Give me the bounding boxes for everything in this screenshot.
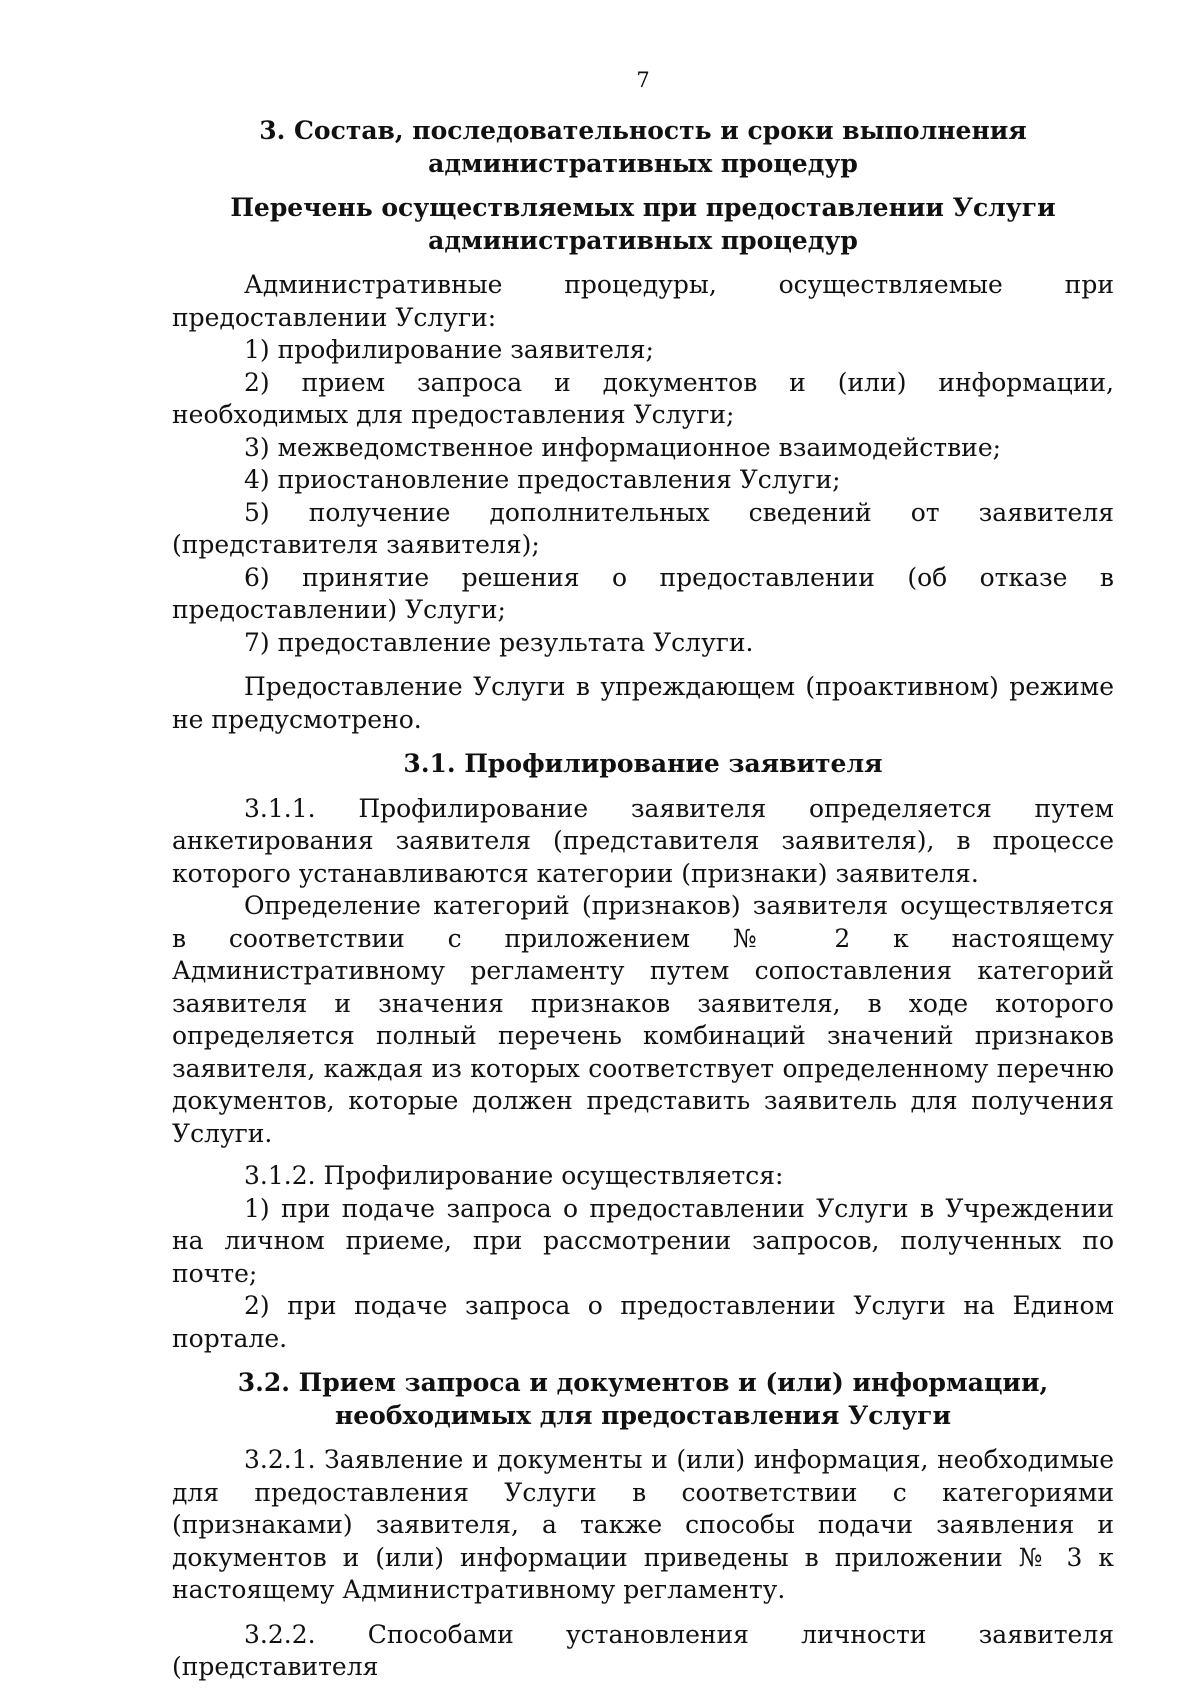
section-3-2-1-paragraph: 3.2.1. Заявление и документы и (или) информация, необходимые для предоставления Услуги в соответствии с категориями (признаками) заявителя, а также способы подачи заявления и документов и (или) информации приведены в приложении № 3 к настоящему Административному регламенту. xyxy=(172,1445,1114,1604)
procedure-item-2: 2) прием запроса и документов и (или) информации, необходимых для предоставления Услуги; xyxy=(172,367,1114,429)
section-3-heading: 3. Состав, последовательность и сроки выполнения административных процедур xyxy=(259,116,1027,178)
procedure-item-7: 7) предоставление результата Услуги. xyxy=(244,627,754,657)
procedure-item-4: 4) приостановление предоставления Услуги; xyxy=(244,465,841,494)
section-3-2-2-paragraph: 3.2.2. Способами установления личности заявителя (представителя xyxy=(172,1619,1114,1681)
proactive-mode-note: Предоставление Услуги в упреждающем (проактивном) режиме не предусмотрено. xyxy=(172,672,1114,734)
procedures-intro: Административные процедуры, осуществляемые при предоставлении Услуги: xyxy=(172,270,1114,332)
section-3-1-2-paragraph: 3.1.2. Профилирование осуществляется: xyxy=(244,1161,784,1190)
document-page xyxy=(172,68,1114,1684)
categories-definition-paragraph: Определение категорий (признаков) заявителя осуществляется в соответствии с приложением № 2 к настоящему Административному регламенту путем сопоставления категорий заявителя и значения признаков заявителя, в ходе которого определяется полный перечень комбинаций значений признаков заявителя, каждая из которых соответствует определенному перечню документов, которые должен представить заявитель для получения Услуги. xyxy=(172,891,1114,1148)
section-3-2-heading: 3.2. Прием запроса и документов и (или) информации, необходимых для предоставления Услуги xyxy=(237,1368,1049,1430)
procedure-item-1: 1) профилирование заявителя; xyxy=(244,335,654,364)
procedure-item-3: 3) межведомственное информационное взаимодействие; xyxy=(244,432,1002,462)
section-3-1-heading: 3.1. Профилирование заявителя xyxy=(403,749,883,778)
page-number: 7 xyxy=(636,68,650,92)
procedure-item-6: 6) принятие решения о предоставлении (об отказе в предоставлении) Услуги; xyxy=(172,562,1114,624)
procedures-list-heading: Перечень осуществляемых при предоставлении Услуги административных процедур xyxy=(230,193,1056,255)
profiling-case-1: 1) при подаче запроса о предоставлении Услуги в Учреждении на личном приеме, при рассмотрении запросов, полученных по почте; xyxy=(172,1193,1114,1288)
section-3-1-1-paragraph: 3.1.1. Профилирование заявителя определяется путем анкетирования заявителя (представителя заявителя), в процессе которого устанавливаются категории (признаки) заявителя. xyxy=(172,793,1114,888)
procedure-item-5: 5) получение дополнительных сведений от заявителя (представителя заявителя); xyxy=(172,497,1114,559)
profiling-case-2: 2) при подаче запроса о предоставлении Услуги на Едином портале. xyxy=(172,1291,1114,1353)
